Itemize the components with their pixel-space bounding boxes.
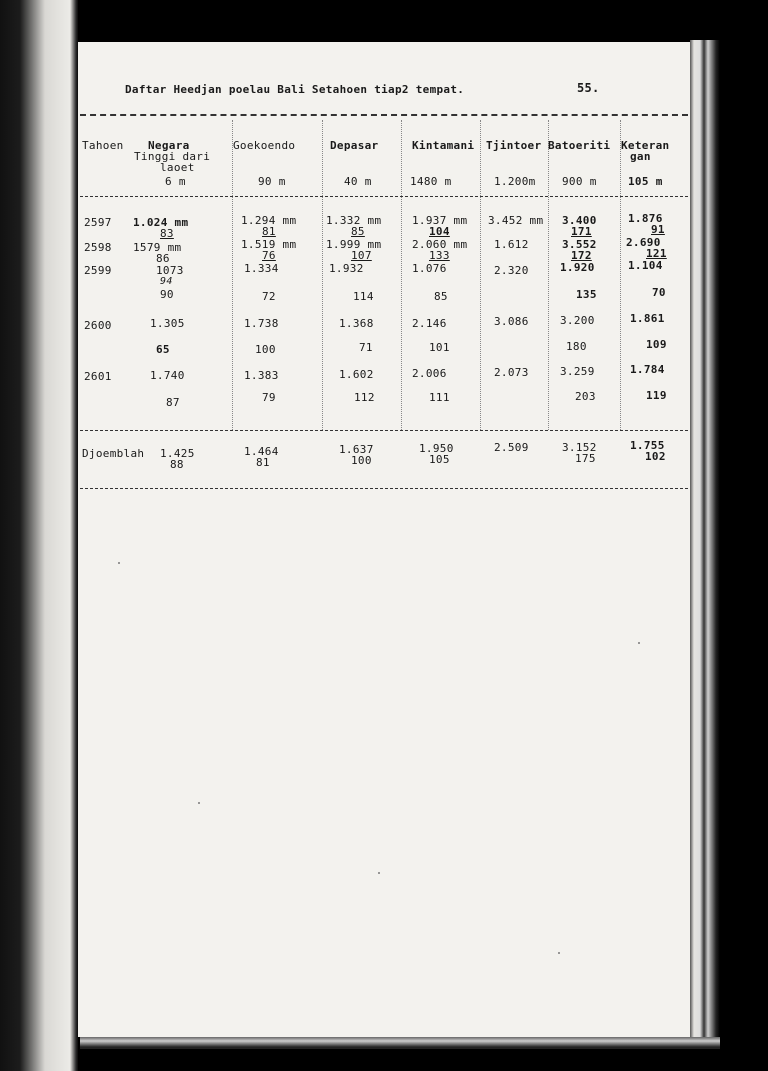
- total-negara-days: 88: [170, 458, 184, 471]
- cell-kintamani-days: 104: [429, 225, 450, 238]
- cell-batoeriti-days: 135: [576, 288, 597, 301]
- cell-kintamani: 1.937 mm: [412, 214, 468, 227]
- cell-depasar-days: 112: [354, 391, 375, 404]
- cell-negara: 1579 mm: [133, 241, 182, 254]
- table-rule-bottom: [80, 488, 688, 489]
- cell-depasar: 1.602: [339, 368, 374, 381]
- cell-keterangan: 1.784: [630, 363, 665, 376]
- row-year: 2599: [84, 264, 112, 277]
- cell-batoeriti-days: 171: [571, 225, 592, 238]
- document-title: Daftar Heedjan poelau Bali Setahoen tiap2 tempat.: [125, 83, 465, 96]
- header-kintamani: Kintamani: [412, 139, 475, 152]
- cell-tjintoer: 2.073: [494, 366, 529, 379]
- header-rule-bottom: [80, 196, 688, 197]
- column-divider: [548, 120, 549, 430]
- total-batoeriti-days: 175: [575, 452, 596, 465]
- document-page: [78, 42, 690, 1037]
- cell-tjintoer: 2.320: [494, 264, 529, 277]
- cell-negara: 1.305: [150, 317, 185, 330]
- cell-depasar-days: 71: [359, 341, 373, 354]
- total-depasar-days: 100: [351, 454, 372, 467]
- header-negara-sub2: laoet: [160, 161, 195, 174]
- header-rule-top: [80, 114, 688, 116]
- total-kintamani: 1.950: [419, 442, 454, 455]
- header-tjintoer-alt: 1.200m: [494, 175, 536, 188]
- cell-goekoendo: 1.519 mm: [241, 238, 297, 251]
- page-bottom-edge: [80, 1037, 720, 1049]
- cell-tjintoer: 3.452 mm: [488, 214, 544, 227]
- total-goekoendo-days: 81: [256, 456, 270, 469]
- column-divider: [620, 120, 621, 430]
- cell-negara-days: 87: [166, 396, 180, 409]
- cell-negara-days: 83: [160, 227, 174, 240]
- cell-keterangan-days: 121: [646, 247, 667, 260]
- cell-keterangan-days: 109: [646, 338, 667, 351]
- column-divider: [480, 120, 481, 430]
- cell-batoeriti: 3.552: [562, 238, 597, 251]
- cell-negara-days: 90: [160, 288, 174, 301]
- header-keterangan: Keteran: [621, 139, 670, 152]
- cell-goekoendo-days: 72: [262, 290, 276, 303]
- cell-batoeriti: 3.259: [560, 365, 595, 378]
- total-keterangan: 1.755: [630, 439, 665, 452]
- header-depasar-alt: 40 m: [344, 175, 372, 188]
- cell-keterangan-days: 119: [646, 389, 667, 402]
- total-rule-top: [80, 430, 688, 431]
- header-depasar: Depasar: [330, 139, 379, 152]
- header-batoeriti: Batoeriti: [548, 139, 611, 152]
- header-negara: Negara: [148, 139, 190, 152]
- cell-tjintoer: 1.612: [494, 238, 529, 251]
- row-year: 2597: [84, 216, 112, 229]
- row-year: 2601: [84, 370, 112, 383]
- cell-kintamani: 1.076: [412, 262, 447, 275]
- header-tjintoer: Tjintoer: [486, 139, 542, 152]
- cell-depasar: 1.999 mm: [326, 238, 382, 251]
- cell-batoeriti-days: 172: [571, 249, 592, 262]
- cell-kintamani: 2.146: [412, 317, 447, 330]
- cell-goekoendo: 1.383: [244, 369, 279, 382]
- cell-goekoendo-days: 76: [262, 249, 276, 262]
- total-label: Djoemblah: [82, 447, 145, 460]
- cell-keterangan-days: 91: [651, 223, 665, 236]
- cell-negara: 1073: [156, 264, 184, 277]
- cell-depasar: 1.932: [329, 262, 364, 275]
- cell-depasar: 1.368: [339, 317, 374, 330]
- header-batoeriti-alt: 900 m: [562, 175, 597, 188]
- cell-negara-days: 65: [156, 343, 170, 356]
- cell-negara: 1.024 mm: [133, 216, 189, 229]
- cell-depasar-days: 114: [353, 290, 374, 303]
- total-kintamani-days: 105: [429, 453, 450, 466]
- total-tjintoer: 2.509: [494, 441, 529, 454]
- total-negara: 1.425: [160, 447, 195, 460]
- cell-batoeriti: 3.200: [560, 314, 595, 327]
- cell-goekoendo: 1.294 mm: [241, 214, 297, 227]
- column-divider: [401, 120, 402, 430]
- page-number: 55.: [577, 81, 600, 95]
- cell-kintamani: 2.060 mm: [412, 238, 468, 251]
- cell-negara: 1.740: [150, 369, 185, 382]
- cell-keterangan: 1.861: [630, 312, 665, 325]
- total-keterangan-days: 102: [645, 450, 666, 463]
- cell-negara-days: 86: [156, 252, 170, 265]
- cell-kintamani: 2.006: [412, 367, 447, 380]
- header-negara-alt: 6 m: [165, 175, 186, 188]
- cell-goekoendo-days: 100: [255, 343, 276, 356]
- page-edge-stack: [690, 40, 720, 1040]
- total-depasar: 1.637: [339, 443, 374, 456]
- cell-keterangan: 1.876: [628, 212, 663, 225]
- column-divider: [232, 120, 233, 430]
- cell-depasar: 1.332 mm: [326, 214, 382, 227]
- header-keterangan-sub: gan: [630, 150, 651, 163]
- cell-batoeriti-days: 180: [566, 340, 587, 353]
- cell-depasar-days: 107: [351, 249, 372, 262]
- header-goekoendo-alt: 90 m: [258, 175, 286, 188]
- header-kintamani-alt: 1480 m: [410, 175, 452, 188]
- cell-negara-note: 94: [160, 276, 173, 287]
- cell-keterangan: 1.104: [628, 259, 663, 272]
- header-keterangan-alt: 105 m: [628, 175, 663, 188]
- row-year: 2600: [84, 319, 112, 332]
- cell-keterangan-days: 70: [652, 286, 666, 299]
- cell-kintamani-days: 85: [434, 290, 448, 303]
- header-negara-sub: Tinggi dari: [134, 150, 211, 163]
- cell-goekoendo-days: 81: [262, 225, 276, 238]
- cell-goekoendo-days: 79: [262, 391, 276, 404]
- cell-tjintoer: 3.086: [494, 315, 529, 328]
- cell-depasar-days: 85: [351, 225, 365, 238]
- cell-kintamani-days: 111: [429, 391, 450, 404]
- row-year: 2598: [84, 241, 112, 254]
- cell-batoeriti-days: 203: [575, 390, 596, 403]
- header-tahoen: Tahoen: [82, 139, 124, 152]
- column-divider: [322, 120, 323, 430]
- cell-goekoendo: 1.738: [244, 317, 279, 330]
- total-batoeriti: 3.152: [562, 441, 597, 454]
- cell-kintamani-days: 133: [429, 249, 450, 262]
- binding-margin: [0, 0, 78, 1071]
- header-goekoendo: Goekoendo: [233, 139, 296, 152]
- cell-keterangan: 2.690: [626, 236, 661, 249]
- cell-batoeriti: 1.920: [560, 261, 595, 274]
- total-goekoendo: 1.464: [244, 445, 279, 458]
- cell-kintamani-days: 101: [429, 341, 450, 354]
- cell-goekoendo: 1.334: [244, 262, 279, 275]
- cell-batoeriti: 3.400: [562, 214, 597, 227]
